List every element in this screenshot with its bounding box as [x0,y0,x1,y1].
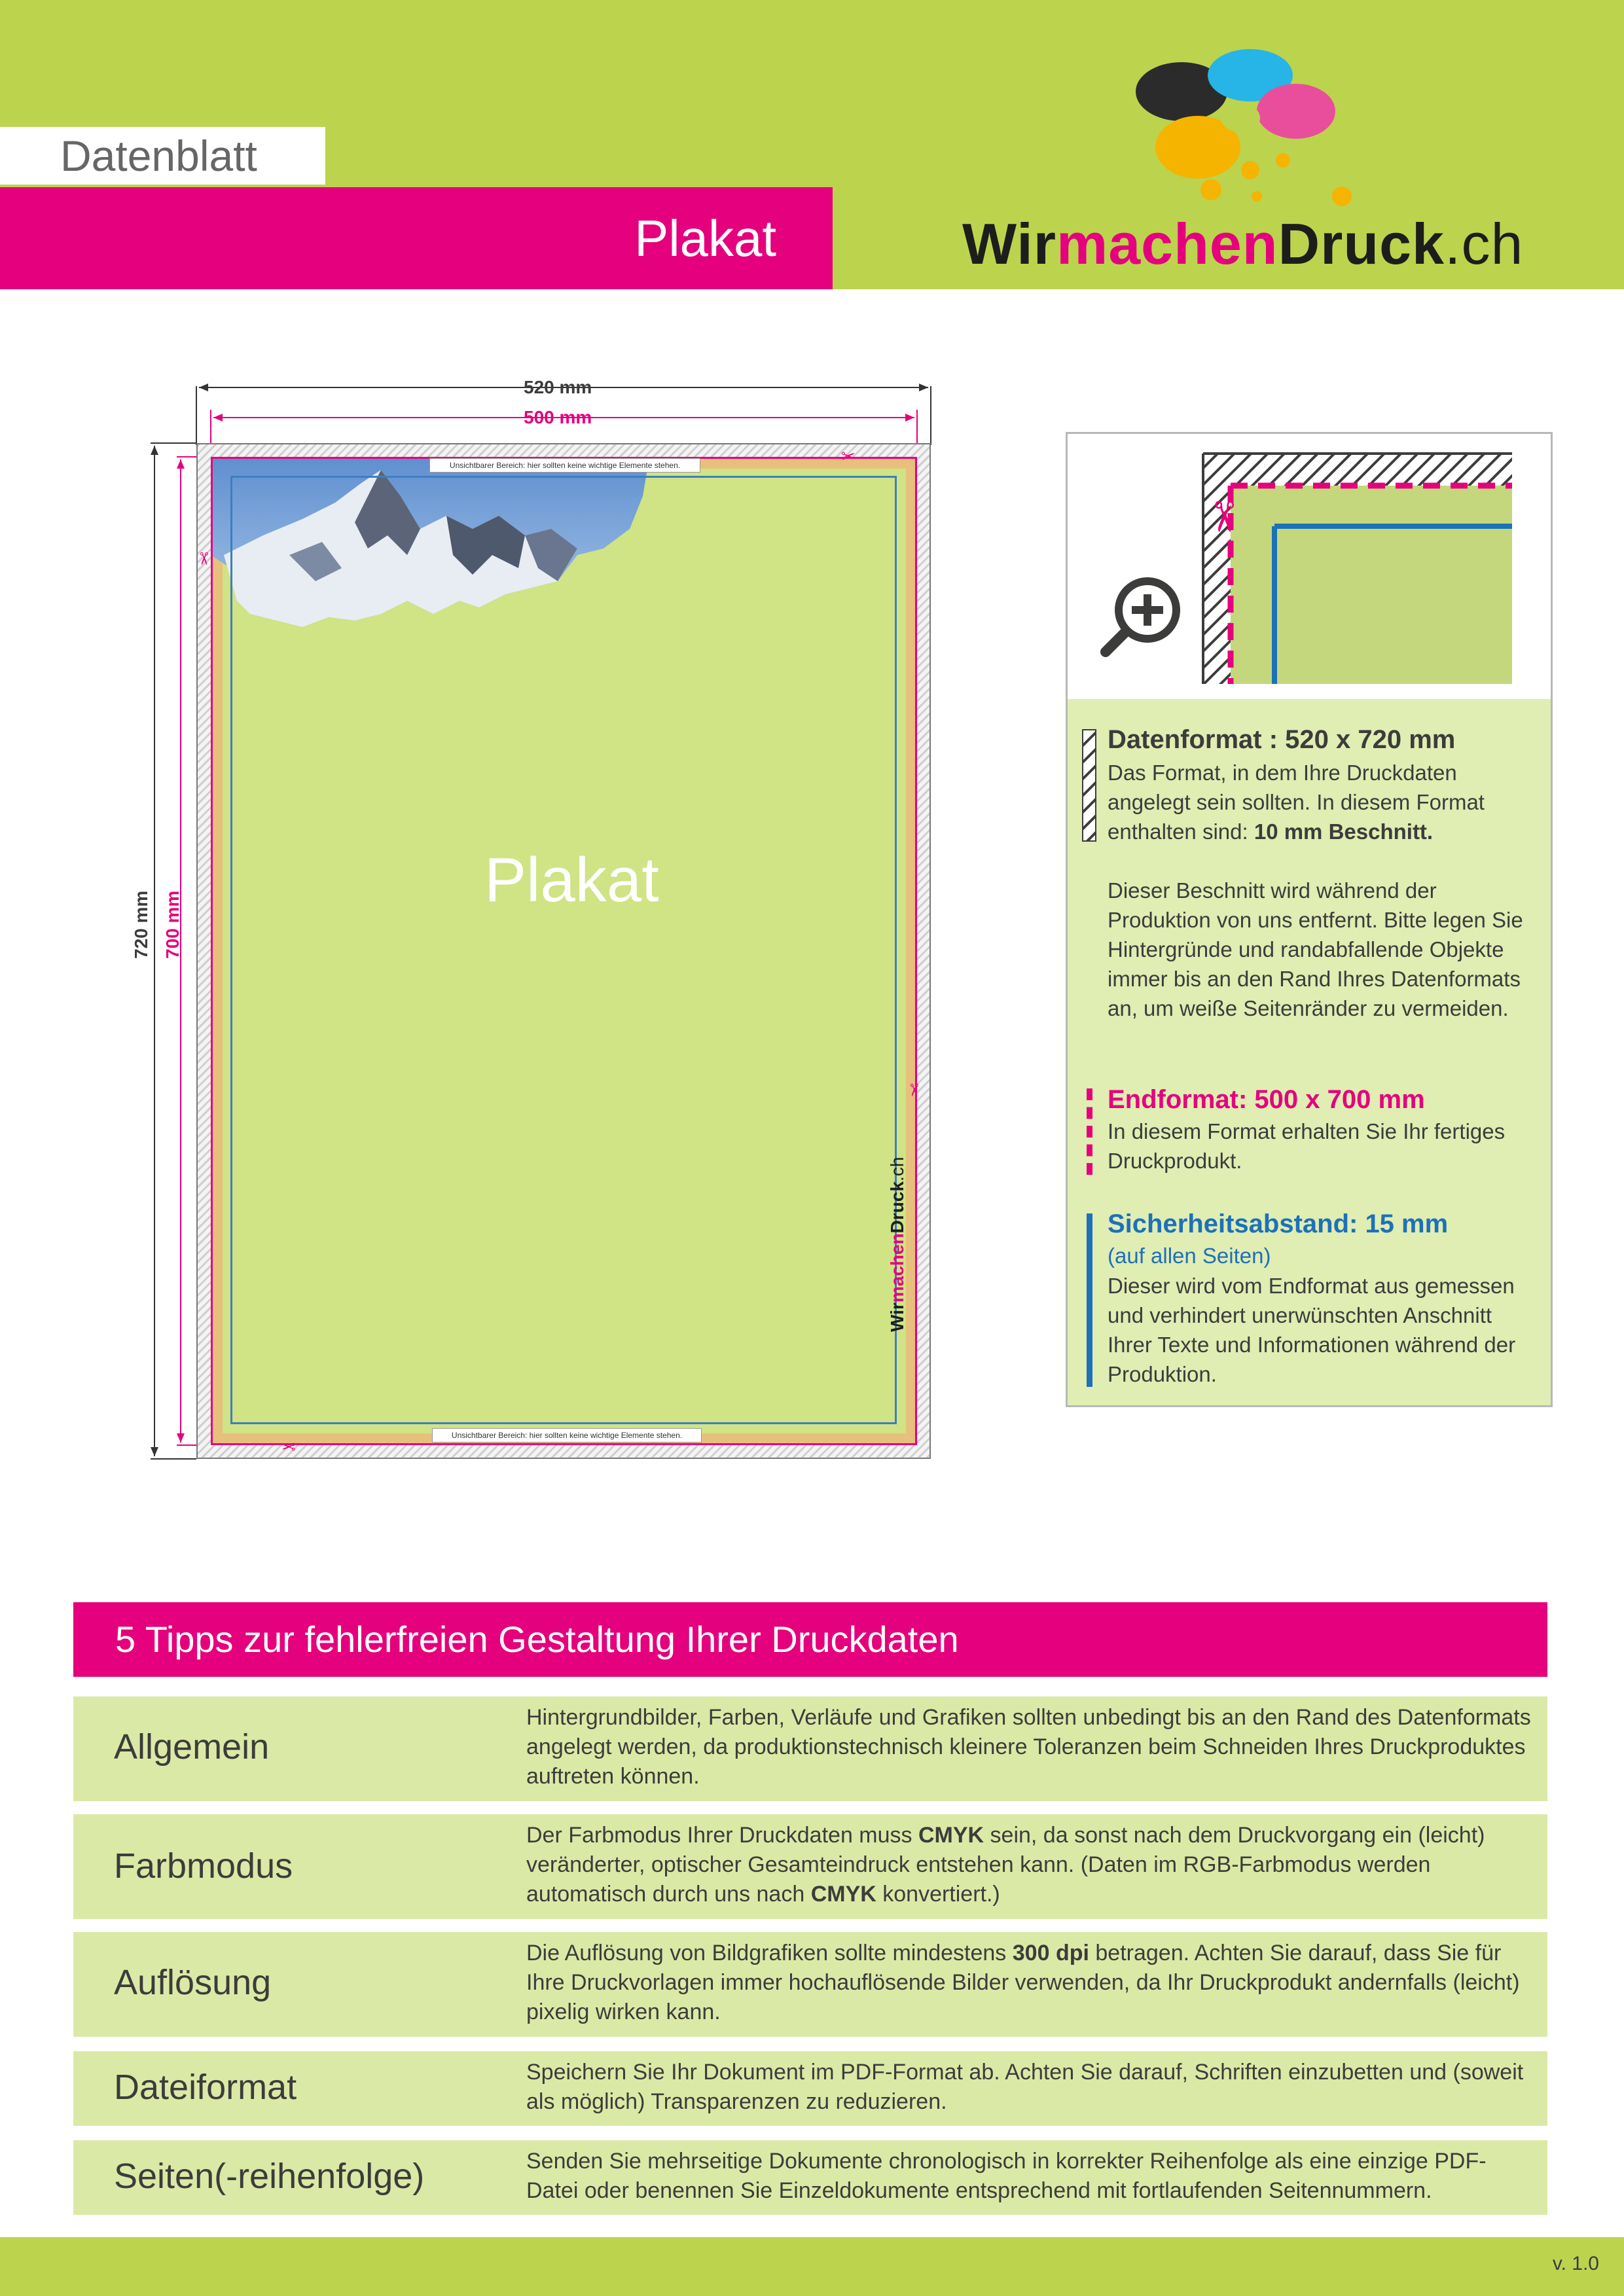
datenformat-text [1108,758,1533,846]
tip-text-part: konvertiert.) [876,1882,1000,1907]
tip-text-part: betragen. Achten Sie darauf, dass Sie für Ihre Druckvorlagen immer hochauflösende Bilder verwenden, da Ihr Druckprodukt andernfalls (leicht) pixelig wirken kann. [526,1941,1520,2024]
tip-text-part: Die Auflösung von Bildgrafiken sollte mindestens [526,1941,1013,1965]
width-outer-label: 520 mm [524,377,592,397]
tip-label: Auflösung [114,1963,272,2002]
tip-text-part: sein, da sonst nach dem Druckvorgang ein (leicht) veränderter, optischer Gesamteindruck entstehen kann. (Daten im RGB-Farbmodus werden automatisch durch uns nach [526,1823,1485,1907]
invisible-area-note-bottom: Unsichtbarer Bereich: hier sollten keine wichtige Elemente stehen. [432,1428,702,1443]
tip-text-bold: CMYK [918,1823,984,1848]
logo-part-wir: Wir [962,211,1056,276]
endformat-title: Endformat: 500 x 700 mm [1108,1085,1425,1114]
logo-part-ch: .ch [1445,211,1524,276]
tip-text: Hintergrundbilder, Farben, Verläufe und Grafiken sollten unbedingt bis an den Rand des Datenformats angelegt werden, da produktionstechnisch kleinere Toleranzen beim Schneiden Ihres Druckproduktes auftreten können. [526,1705,1531,1789]
width-inner-label: 500 mm [524,407,592,427]
tip-text-part: Der Farbmodus Ihrer Druckdaten muss [526,1823,918,1848]
datenformat-note: Dieser Beschnitt wird während der Produktion von uns entfernt. Bitte legen Sie Hintergründe und randabfallende Objekte immer bis an den Rand Ihres Datenformats an, um weiße Seitenränder zu vermeiden. [1108,878,1523,1020]
logo-part-machen: machen [1056,211,1278,276]
logo-part-druck: Druck [1278,211,1445,276]
tip-text [526,1939,1534,2027]
vlogo-part-machen: machen [887,1233,907,1303]
sicherheit-text: Dieser wird vom Endformat aus gemessen und verhindert unerwünschten Anschnitt Ihrer Texte und Informationen während der Produktion. [1108,1274,1516,1386]
height-outer-label: 720 mm [131,890,151,959]
tip-text-bold: 300 dpi [1012,1941,1089,1965]
tip-label: Farbmodus [114,1846,293,1886]
tip-row [73,1814,1547,1919]
scissor-icon: ✂ [1200,499,1248,535]
tip-row [73,1696,1547,1801]
scissor-icon: ✂ [841,446,856,466]
datenformat-text-bold: 10 mm Beschnitt. [1254,819,1434,844]
tip-row [73,2140,1547,2215]
tip-row [73,2051,1547,2126]
tip-row [73,1932,1547,2037]
datenblatt-label: Datenblatt [0,127,325,185]
datenformat-title: Datenformat : 520 x 720 mm [1108,725,1456,754]
tip-text [526,1821,1534,1909]
tip-label: Allgemein [114,1727,270,1767]
tip-label: Seiten(-reihenfolge) [114,2157,425,2196]
invisible-area-note-top: Unsichtbarer Bereich: hier sollten keine wichtige Elemente stehen. [429,458,700,473]
bleed-hatch-marker [1081,728,1100,843]
corner-detail-diagram [1201,452,1512,684]
scissor-icon: ✂ [194,551,214,566]
height-inner-label: 700 mm [162,890,183,959]
trim-line [211,457,917,1445]
endformat-text: In diesem Format erhalten Sie Ihr fertiges Druckprodukt. [1108,1119,1506,1173]
tip-text: Speichern Sie Ihr Dokument im PDF-Format ab. Achten Sie darauf, Schriften einzubetten und (soweit als möglich) Transparenzen zu reduzieren. [526,2060,1524,2114]
sicherheit-subtitle: (auf allen Seiten) [1108,1244,1271,1268]
scissor-icon: ✂ [281,1437,296,1456]
vlogo-part-ch: .ch [887,1157,907,1181]
endformat-marker [1087,1088,1092,1175]
version-label: v. 1.0 [1552,2253,1599,2274]
product-label: Plakat [0,187,833,289]
tip-text: Senden Sie mehrseitige Dokumente chronologisch in korrekter Reihenfolge als eine einzige PDF-Datei oder benennen Sie Einzeldokumente entsprechend mit fortlaufenden Seitennummern. [526,2149,1487,2203]
tip-text-bold: CMYK [810,1882,876,1907]
tips-header: 5 Tipps zur fehlerfreien Gestaltung Ihrer Druckdaten [73,1602,1547,1677]
vlogo-part-druck: Druck [887,1181,907,1234]
sicherheit-title: Sicherheitsabstand: 15 mm [1108,1210,1449,1238]
tip-label: Dateiformat [114,2068,297,2107]
logo-wordmark [962,211,1523,278]
footer-band [0,2237,1624,2296]
vertical-logo [887,1157,908,1332]
logo-blobs-icon [1126,39,1362,216]
datenformat-text-main: Das Format, in dem Ihre Druckdaten angelegt sein sollten. In diesem Format enthalten sind: [1108,761,1485,844]
vlogo-part-wir: Wir [887,1302,907,1332]
drawing-title: Plakat [484,845,659,915]
safety-marker [1087,1213,1092,1387]
scissor-icon: ✂ [904,1083,924,1098]
zoom-in-icon [1096,569,1182,658]
